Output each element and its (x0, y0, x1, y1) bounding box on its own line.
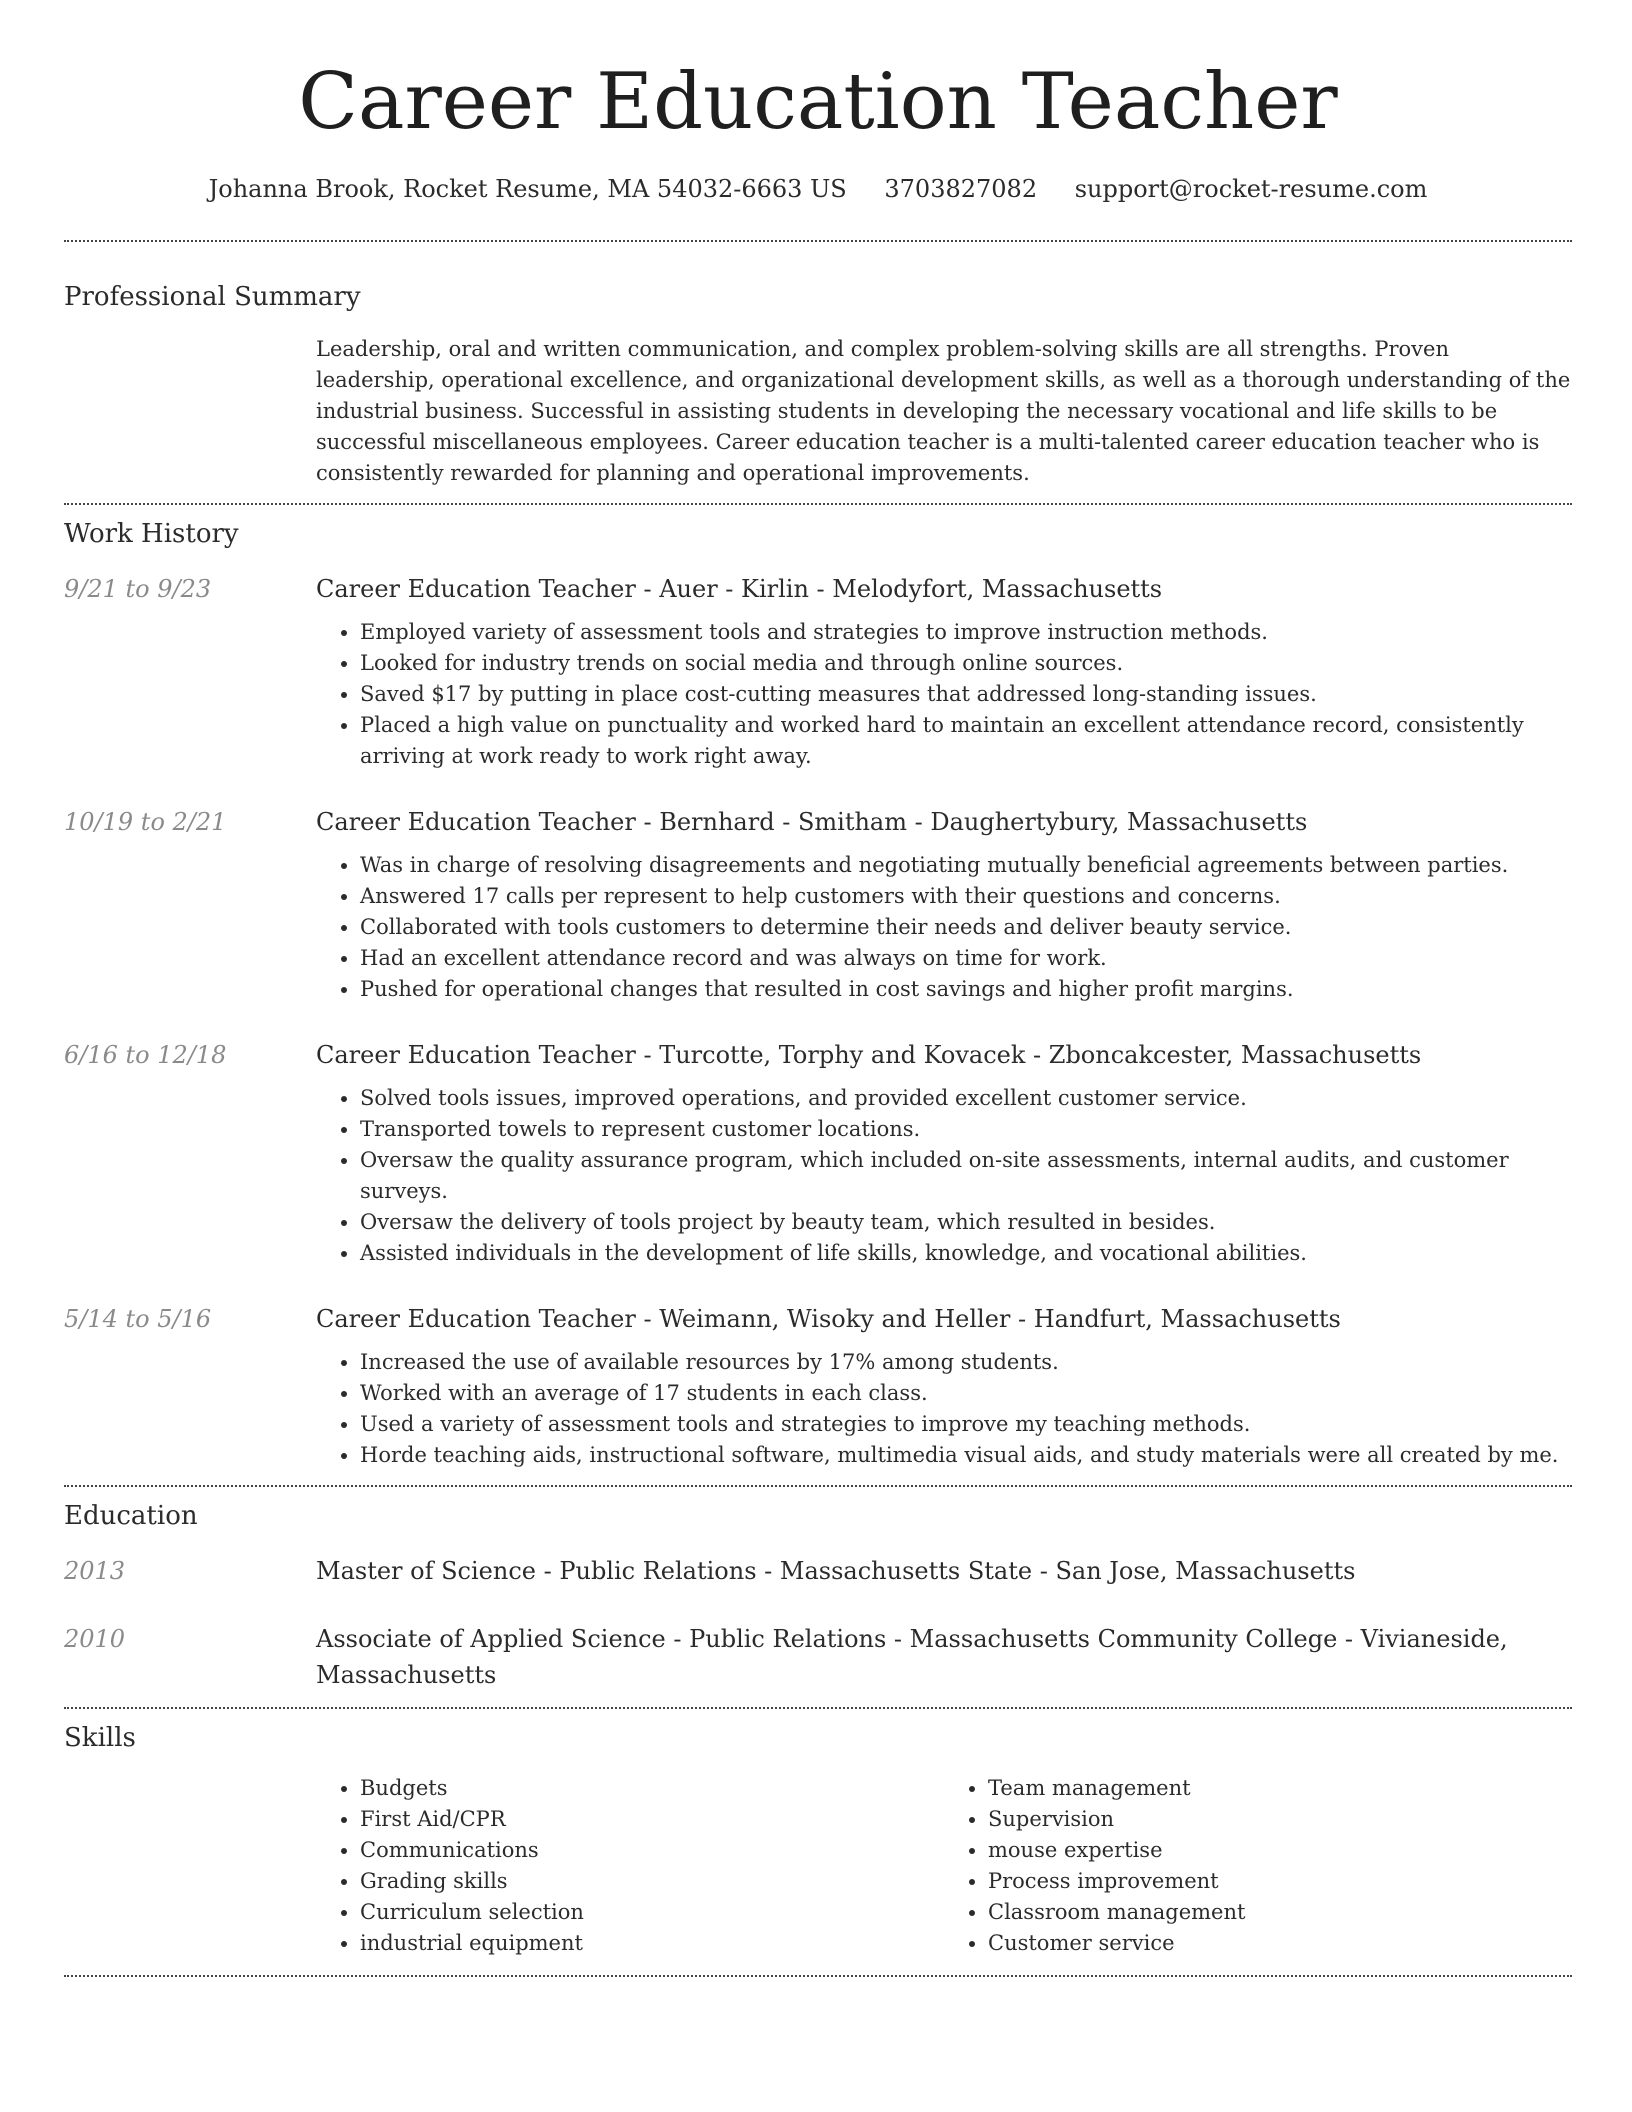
skills-column-1 (316, 1773, 944, 1959)
skill-item: • industrial equipment (360, 1928, 944, 1959)
skill-item: • Grading skills (360, 1866, 944, 1897)
list-item: • Was in charge of resolving disagreements and negotiating mutually beneficial agreements between parties. (360, 850, 1572, 881)
skill-item: • Supervision (988, 1804, 1572, 1835)
skill-item: • mouse expertise (988, 1835, 1572, 1866)
list-item: • Assisted individuals in the development of life skills, knowledge, and vocational abilities. (360, 1238, 1572, 1269)
job-bullets (316, 1347, 1572, 1471)
list-item: • Oversaw the delivery of tools project by beauty team, which resulted in besides. (360, 1207, 1572, 1238)
job-dates: 5/14 to 5/16 (64, 1305, 212, 1333)
list-item: • Worked with an average of 17 students in each class. (360, 1378, 1572, 1409)
section-title-education: Education (64, 1501, 198, 1531)
skill-item: • Curriculum selection (360, 1897, 944, 1928)
job-company: Turcotte, Torphy and Kovacek - Zboncakcester, Massachusetts (659, 1041, 1422, 1069)
list-item: • Collaborated with tools customers to determine their needs and deliver beauty service. (360, 912, 1572, 943)
divider (64, 1707, 1572, 1709)
skill-item: • Communications (360, 1835, 944, 1866)
list-item: • Used a variety of assessment tools and strategies to improve my teaching methods. (360, 1409, 1572, 1440)
contact-email: support@rocket-resume.com (1074, 175, 1428, 203)
skill-item: • Budgets (360, 1773, 944, 1804)
section-title-summary: Professional Summary (64, 282, 361, 312)
job-entry (64, 804, 1572, 1005)
list-item: • Had an excellent attendance record and was always on time for work. (360, 943, 1572, 974)
job-bullets (316, 1083, 1572, 1269)
list-item: • Solved tools issues, improved operations, and provided excellent customer service. (360, 1083, 1572, 1114)
list-item: • Looked for industry trends on social media and through online sources. (360, 648, 1572, 679)
skills-list (316, 1773, 1572, 1959)
resume-page (64, 0, 1572, 1977)
job-dates: 6/16 to 12/18 (64, 1041, 227, 1069)
job-heading: Career Education Teacher - Turcotte, Torphy and Kovacek - Zboncakcester, Massachusetts (316, 1041, 1422, 1069)
skill-item: • Process improvement (988, 1866, 1572, 1897)
education-degree: Master of Science - Public Relations - Massachusetts State - San Jose, Massachusetts (316, 1557, 1356, 1585)
list-item: • Employed variety of assessment tools and strategies to improve instruction methods. (360, 617, 1572, 648)
education-entry (64, 1553, 1572, 1589)
summary-text: Leadership, oral and written communication, and complex problem-solving skills are all strengths. Proven leadership, operational excellence, and organizational development skills, as well as a thorough understanding of the industrial business. Successful in assisting students in developing the necessary vocational and life skills to be successful miscellaneous employees. Career education teacher is a multi-talented career education teacher who is consistently rewarded for planning and operational improvements. (316, 337, 1571, 485)
skill-item: • First Aid/CPR (360, 1804, 944, 1835)
section-title-skills: Skills (64, 1723, 136, 1753)
section-title-work: Work History (64, 519, 239, 549)
job-role: Career Education Teacher (316, 1305, 636, 1333)
list-item: • Increased the use of available resources by 17% among students. (360, 1347, 1572, 1378)
list-item: • Transported towels to represent customer locations. (360, 1114, 1572, 1145)
job-entry (64, 1037, 1572, 1269)
job-role: Career Education Teacher (316, 1041, 636, 1069)
education-entry (64, 1621, 1572, 1693)
skill-item: • Customer service (988, 1928, 1572, 1959)
job-entry (64, 571, 1572, 772)
job-heading: Career Education Teacher - Weimann, Wisoky and Heller - Handfurt, Massachusetts (316, 1305, 1341, 1333)
job-company: Bernhard - Smitham - Daughertybury, Massachusetts (659, 808, 1308, 836)
job-bullets (316, 850, 1572, 1005)
list-item: • Placed a high value on punctuality and worked hard to maintain an excellent attendance record, consistently arriving at work ready to work right away. (360, 710, 1572, 772)
education-year: 2010 (64, 1625, 126, 1653)
job-company: Weimann, Wisoky and Heller - Handfurt, Massachusetts (659, 1305, 1341, 1333)
job-dates: 10/19 to 2/21 (64, 808, 227, 836)
job-bullets (316, 617, 1572, 772)
contact-line (64, 172, 1572, 206)
list-item: • Horde teaching aids, instructional software, multimedia visual aids, and study materials were all created by me. (360, 1440, 1572, 1471)
list-item: • Pushed for operational changes that resulted in cost savings and higher profit margins. (360, 974, 1572, 1005)
job-role: Career Education Teacher (316, 808, 636, 836)
divider (64, 1975, 1572, 1977)
job-heading: Career Education Teacher - Auer - Kirlin - Melodyfort, Massachusetts (316, 575, 1163, 603)
job-role: Career Education Teacher (316, 575, 636, 603)
skill-item: • Classroom management (988, 1897, 1572, 1928)
education-degree: Associate of Applied Science - Public Relations - Massachusetts Community College - Vivianeside, Massachusetts (316, 1625, 1508, 1689)
list-item: • Saved $17 by putting in place cost-cutting measures that addressed long-standing issues. (360, 679, 1572, 710)
divider (64, 503, 1572, 505)
list-item: • Answered 17 calls per represent to help customers with their questions and concerns. (360, 881, 1572, 912)
list-item: • Oversaw the quality assurance program, which included on-site assessments, internal audits, and customer surveys. (360, 1145, 1572, 1207)
contact-phone: 3703827082 (884, 175, 1038, 203)
education-year: 2013 (64, 1557, 126, 1585)
skills-column-2 (944, 1773, 1572, 1959)
job-company: Auer - Kirlin - Melodyfort, Massachusetts (659, 575, 1163, 603)
job-dates: 9/21 to 9/23 (64, 575, 212, 603)
contact-address: Johanna Brook, Rocket Resume, MA 54032-6663 US (208, 175, 847, 203)
resume-title: Career Education Teacher (298, 57, 1338, 147)
skill-item: • Team management (988, 1773, 1572, 1804)
job-entry (64, 1301, 1572, 1471)
divider (64, 240, 1572, 242)
job-heading: Career Education Teacher - Bernhard - Smitham - Daughertybury, Massachusetts (316, 808, 1308, 836)
divider (64, 1485, 1572, 1487)
